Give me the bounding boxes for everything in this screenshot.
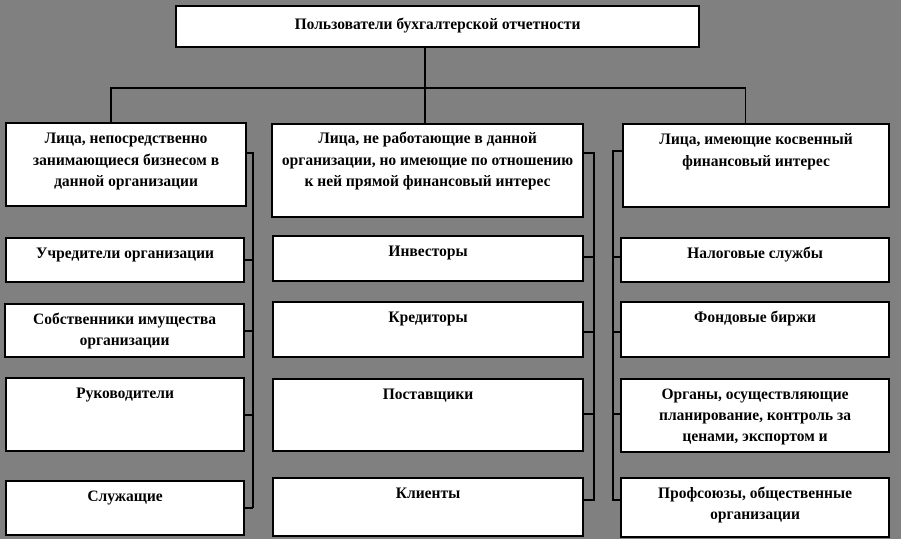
connector-trunk (424, 48, 426, 88)
column-3-item-4-box: Профсоюзы, общественные организации (620, 477, 890, 538)
connector-stub-c2-item-2 (583, 331, 594, 333)
connector-stub-c3-item-4 (612, 499, 621, 501)
connector-drop-left (110, 87, 112, 123)
column-2-item-4-box: Клиенты (272, 477, 584, 537)
connector-spine-column-3 (612, 150, 614, 501)
connector-drop-middle (424, 87, 426, 124)
connector-stub-c2-item-1 (583, 256, 594, 258)
column-1-item-1-box: Учредители организации (5, 237, 245, 283)
connector-rail (110, 87, 746, 89)
connector-stub-c2-item-4 (583, 499, 594, 501)
connector-stub-c1-item-3 (244, 414, 253, 416)
connector-stub-c3-item-1 (612, 256, 621, 258)
column-3-item-3-box: Органы, осуществляющие планирование, контроль за ценами, экспортом и (620, 378, 890, 453)
column-3-item-2-box: Фондовые биржи (620, 301, 890, 358)
column-1-item-3-box: Руководители (5, 377, 245, 452)
connector-stub-c1-item-1 (244, 259, 253, 261)
connector-stub-c1-item-4 (244, 507, 253, 509)
column-1-header-box: Лица, непосредственно занимающиеся бизнесом в данной организации (5, 122, 247, 207)
connector-stub-c2-header (583, 152, 594, 154)
connector-stub-c1-header (246, 152, 253, 154)
column-3-header-box: Лица, имеющие косвенный финансовый интерес (622, 123, 890, 208)
connector-stub-c1-item-2 (244, 330, 253, 332)
column-2-item-1-box: Инвесторы (272, 235, 584, 282)
connector-drop-right (745, 87, 747, 124)
connector-stub-c2-item-3 (583, 413, 594, 415)
connector-stub-c3-item-3 (612, 413, 621, 415)
connector-stub-c3-item-2 (612, 331, 621, 333)
connector-spine-column-2 (593, 152, 595, 501)
column-3-item-1-box: Налоговые службы (620, 237, 890, 283)
column-1-item-2-box: Собственники имущества организации (4, 303, 245, 358)
column-2-item-3-box: Поставщики (272, 378, 584, 452)
column-1-item-4-box: Служащие (5, 480, 245, 536)
column-2-item-2-box: Кредиторы (272, 301, 584, 358)
column-2-header-box: Лица, не работающие в данной организации, но имеющие по отношению к ней прямой финансовый интерес (271, 123, 584, 218)
root-node-box: Пользователи бухгалтерской отчетности (175, 5, 700, 48)
connector-stub-c3-header (612, 150, 622, 152)
